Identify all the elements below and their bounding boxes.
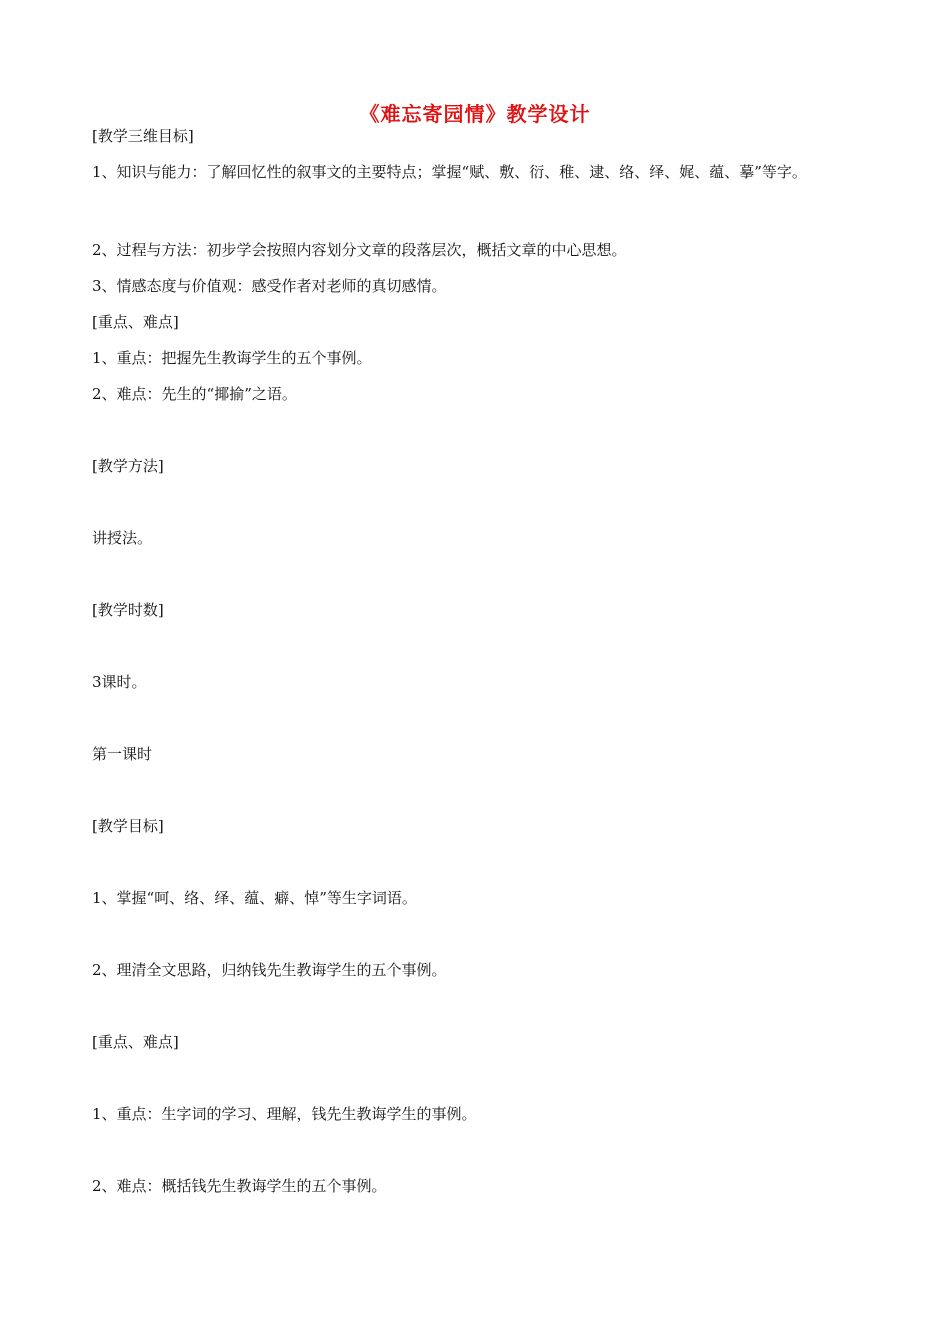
- heading-three-dimensional-goals: [教学三维目标]: [92, 127, 194, 145]
- key-point: 1、重点：把握先生教诲学生的五个事例。: [92, 349, 372, 367]
- difficult-point: 2、难点：先生的“揶揄”之语。: [92, 385, 297, 403]
- lesson-difficult-point: 2、难点：概括钱先生教诲学生的五个事例。: [92, 1177, 387, 1195]
- objective-vocabulary: 1、掌握“呵、络、绎、蕴、癖、悼”等生字词语。: [92, 889, 417, 907]
- heading-key-difficult-points: [重点、难点]: [92, 313, 179, 331]
- teaching-hours: 3课时。: [92, 673, 147, 691]
- goal-process-method: 2、过程与方法：初步学会按照内容划分文章的段落层次，概括文章的中心思想。: [92, 241, 627, 259]
- heading-teaching-hours: [教学时数]: [92, 601, 164, 619]
- heading-teaching-method: [教学方法]: [92, 457, 164, 475]
- heading-teaching-objectives: [教学目标]: [92, 817, 164, 835]
- teaching-method: 讲授法。: [92, 529, 153, 547]
- goal-emotion-values: 3、情感态度与价值观：感受作者对老师的真切感情。: [92, 277, 447, 295]
- heading-lesson-key-difficult-points: [重点、难点]: [92, 1033, 179, 1051]
- first-lesson-heading: 第一课时: [92, 745, 153, 763]
- goal-knowledge-ability: 1、知识与能力：了解回忆性的叙事文的主要特点；掌握“赋、敷、衍、稚、逮、络、绎、娓、蕴、摹”等字。: [92, 163, 807, 181]
- document-title: 《难忘寄园情》教学设计: [359, 102, 591, 126]
- objective-structure: 2、理清全文思路，归纳钱先生教诲学生的五个事例。: [92, 961, 447, 979]
- lesson-key-point: 1、重点：生字词的学习、理解，钱先生教诲学生的事例。: [92, 1105, 477, 1123]
